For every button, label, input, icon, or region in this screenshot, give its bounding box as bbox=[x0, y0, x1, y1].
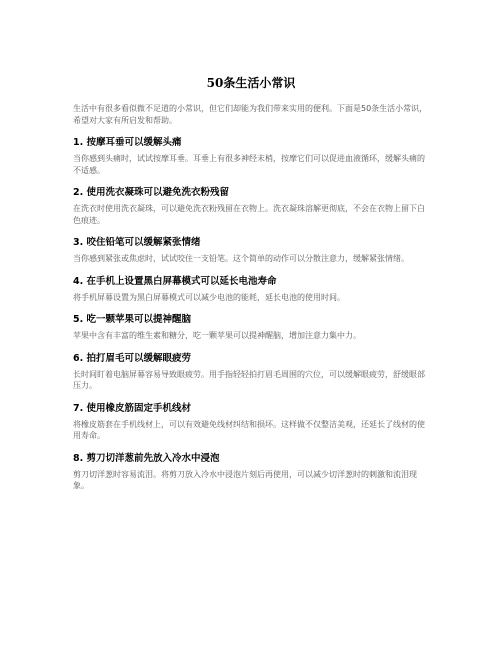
section-body: 将橡皮筋套在手机线材上，可以有效避免线材纠结和损坏。这样做不仅整洁美观，还延长了线材的使用寿命。 bbox=[73, 419, 425, 440]
section-heading: 5. 吃一颗苹果可以提神醒脑 bbox=[73, 314, 192, 325]
section-body: 苹果中含有丰富的维生素和糖分，吃一颗苹果可以提神醒脑，增加注意力集中力。 bbox=[73, 331, 361, 340]
section-3 bbox=[73, 236, 429, 265]
section-body: 剪刀切洋葱时容易流泪。将剪刀放入冷水中浸泡片刻后再使用，可以减少切洋葱时的刺激和流泪现象。 bbox=[73, 469, 417, 490]
intro-paragraph: 生活中有很多看似微不足道的小常识，但它们却能为我们带来实用的便利。下面是50条生活小常识，希望对大家有所启发和帮助。 bbox=[73, 104, 428, 125]
section-4 bbox=[73, 275, 429, 304]
section-heading: 8. 剪刀切洋葱前先放入冷水中浸泡 bbox=[73, 452, 220, 464]
section-body: 将手机屏幕设置为黑白屏幕模式可以减少电池的能耗，延长电池的使用时间。 bbox=[73, 292, 345, 302]
section-body: 长时间盯着电脑屏幕容易导致眼疲劳。用手指轻轻拍打眉毛周围的穴位，可以缓解眼疲劳，舒缓眼部压力。 bbox=[73, 369, 425, 390]
section-8 bbox=[73, 452, 429, 492]
section-2 bbox=[73, 186, 429, 226]
section-heading: 6. 拍打眉毛可以缓解眼疲劳 bbox=[73, 352, 192, 364]
section-7 bbox=[73, 402, 429, 442]
section-heading: 1. 按摩耳垂可以缓解头痛 bbox=[73, 137, 182, 148]
document-title: 50条生活小常识 bbox=[206, 76, 296, 90]
section-body: 在洗衣时使用洗衣凝珠，可以避免洗衣粉残留在衣物上。洗衣凝珠溶解更彻底，不会在衣物上留下白色痕迹。 bbox=[73, 204, 425, 225]
section-5 bbox=[73, 313, 429, 342]
section-1 bbox=[73, 136, 429, 176]
section-heading: 2. 使用洗衣凝珠可以避免洗衣粉残留 bbox=[73, 187, 230, 198]
section-heading: 4. 在手机上设置黑白屏幕模式可以延长电池寿命 bbox=[73, 275, 277, 287]
section-body: 当你感到紧张或焦虑时，试试咬住一支铅笔。这个简单的动作可以分散注意力，缓解紧张情绪。 bbox=[73, 254, 409, 263]
section-heading: 3. 咬住铅笔可以缓解紧张情绪 bbox=[73, 237, 201, 248]
section-body: 当你感到头痛时，试试按摩耳垂。耳垂上有很多神经末梢，按摩它们可以促进血液循环，缓解头痛的不适感。 bbox=[73, 154, 425, 175]
section-6 bbox=[73, 352, 429, 392]
section-heading: 7. 使用橡皮筋固定手机线材 bbox=[73, 402, 192, 414]
